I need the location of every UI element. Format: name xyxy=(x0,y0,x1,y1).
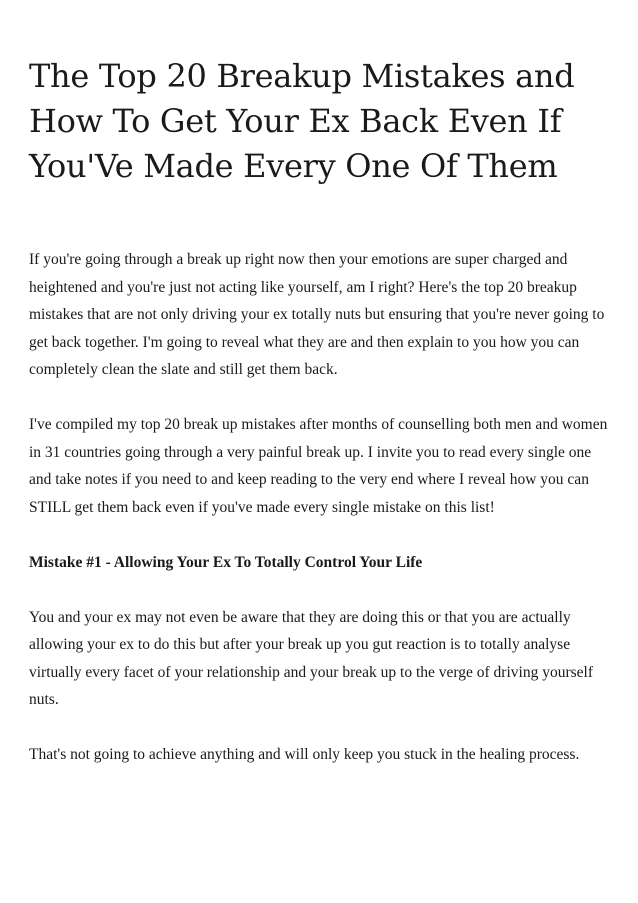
intro-paragraph: If you're going through a break up right now then your emotions are super charged and heightened and you're just not acting like yourself, am I right? Here's the top 20 breakup mistakes that are not only driving your ex totally nuts but ensuring that you're never going to get back together. I'm going to reveal what they are and then explain to you how you can completely clean the slate and still get them back. xyxy=(29,251,605,378)
mistake-1-body: You and your ex may not even be aware that they are doing this or that you are actually allowing your ex to do this but after your break up you gut reaction is to totally analyse virtually every facet of your relationship and your break up to the verge of driving yourself nuts. xyxy=(29,608,593,708)
mistake-1-heading: Mistake #1 - Allowing Your Ex To Totally Control Your Life xyxy=(29,553,423,571)
compiled-paragraph: I've compiled my top 20 break up mistakes after months of counselling both men and women in 31 countries going through a very painful break up. I invite you to read every single one and take notes if you need to and keep reading to the very end where I reveal how you can STILL get them back even if you've made every single mistake on this list! xyxy=(29,416,608,516)
document-title: The Top 20 Breakup Mistakes and How To Get Your Ex Back Even If You'Ve Made Every One Of Them xyxy=(29,57,575,185)
document-page xyxy=(29,54,609,796)
closing-paragraph: That's not going to achieve anything and will only keep you stuck in the healing process. xyxy=(29,746,580,763)
